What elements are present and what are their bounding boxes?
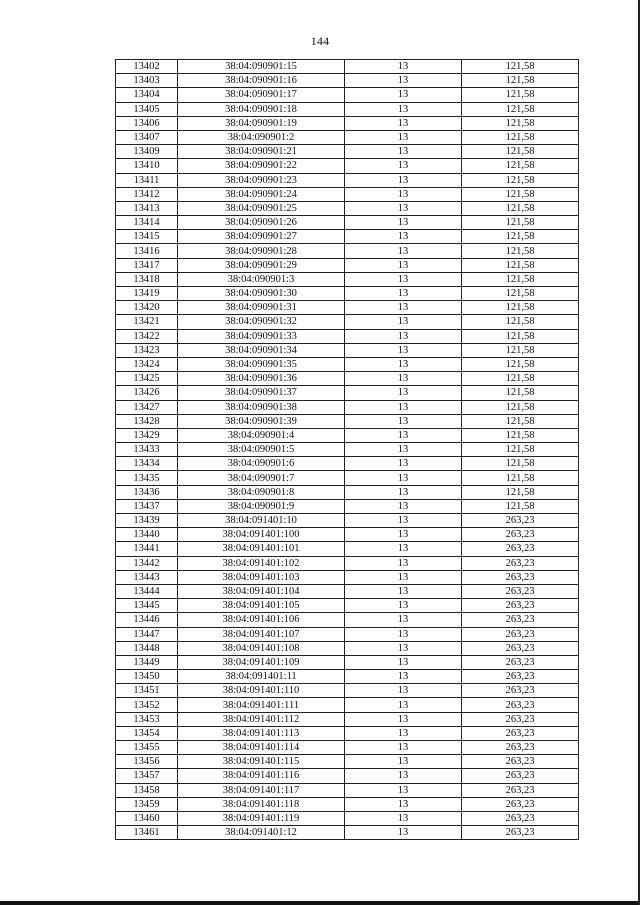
code-cell: 13 (345, 230, 462, 244)
cadastral-number-cell: 38:04:090901:9 (178, 499, 345, 513)
cadastral-number-cell: 38:04:091401:112 (178, 712, 345, 726)
cadastral-number-cell: 38:04:090901:7 (178, 471, 345, 485)
table-row (116, 769, 579, 783)
value-cell: 263,23 (462, 584, 579, 598)
code-cell: 13 (345, 244, 462, 258)
table-row (116, 811, 579, 825)
value-cell: 121,58 (462, 315, 579, 329)
cadastral-number-cell: 38:04:090901:39 (178, 414, 345, 428)
row-number-cell: 13433 (116, 443, 178, 457)
value-cell: 121,58 (462, 230, 579, 244)
cadastral-number-cell: 38:04:090901:27 (178, 230, 345, 244)
value-cell: 121,58 (462, 357, 579, 371)
code-cell: 13 (345, 357, 462, 371)
value-cell: 121,58 (462, 74, 579, 88)
table-row (116, 88, 579, 102)
table-row (116, 159, 579, 173)
cadastral-number-cell: 38:04:091401:10 (178, 514, 345, 528)
cadastral-number-cell: 38:04:090901:4 (178, 428, 345, 442)
code-cell: 13 (345, 741, 462, 755)
row-number-cell: 13425 (116, 372, 178, 386)
code-cell: 13 (345, 499, 462, 513)
cadastral-number-cell: 38:04:091401:108 (178, 641, 345, 655)
table-row (116, 315, 579, 329)
cadastral-number-cell: 38:04:091401:111 (178, 698, 345, 712)
table-row (116, 173, 579, 187)
row-number-cell: 13441 (116, 542, 178, 556)
value-cell: 121,58 (462, 216, 579, 230)
scan-bottom-edge (0, 901, 640, 905)
row-number-cell: 13453 (116, 712, 178, 726)
cadastral-number-cell: 38:04:091401:116 (178, 769, 345, 783)
table-row (116, 102, 579, 116)
value-cell: 121,58 (462, 60, 579, 74)
row-number-cell: 13426 (116, 386, 178, 400)
table-body (116, 60, 579, 840)
row-number-cell: 13439 (116, 514, 178, 528)
table-row (116, 372, 579, 386)
value-cell: 263,23 (462, 670, 579, 684)
code-cell: 13 (345, 372, 462, 386)
table-row (116, 584, 579, 598)
code-cell: 13 (345, 613, 462, 627)
cadastral-number-cell: 38:04:090901:28 (178, 244, 345, 258)
table-row (116, 116, 579, 130)
table-row (116, 542, 579, 556)
code-cell: 13 (345, 329, 462, 343)
table-row (116, 130, 579, 144)
code-cell: 13 (345, 272, 462, 286)
table-row (116, 357, 579, 371)
value-cell: 121,58 (462, 499, 579, 513)
row-number-cell: 13414 (116, 216, 178, 230)
cadastral-number-cell: 38:04:090901:26 (178, 216, 345, 230)
cadastral-number-cell: 38:04:090901:18 (178, 102, 345, 116)
row-number-cell: 13452 (116, 698, 178, 712)
cadastral-number-cell: 38:04:090901:3 (178, 272, 345, 286)
code-cell: 13 (345, 386, 462, 400)
code-cell: 13 (345, 201, 462, 215)
value-cell: 263,23 (462, 655, 579, 669)
code-cell: 13 (345, 584, 462, 598)
table-row (116, 641, 579, 655)
code-cell: 13 (345, 726, 462, 740)
cadastral-number-cell: 38:04:091401:114 (178, 741, 345, 755)
code-cell: 13 (345, 443, 462, 457)
cadastral-number-cell: 38:04:090901:17 (178, 88, 345, 102)
code-cell: 13 (345, 769, 462, 783)
row-number-cell: 13450 (116, 670, 178, 684)
code-cell: 13 (345, 570, 462, 584)
code-cell: 13 (345, 542, 462, 556)
row-number-cell: 13444 (116, 584, 178, 598)
code-cell: 13 (345, 471, 462, 485)
value-cell: 263,23 (462, 811, 579, 825)
value-cell: 121,58 (462, 485, 579, 499)
cadastral-number-cell: 38:04:091401:119 (178, 811, 345, 825)
code-cell: 13 (345, 74, 462, 88)
table-row (116, 499, 579, 513)
value-cell: 263,23 (462, 698, 579, 712)
row-number-cell: 13455 (116, 741, 178, 755)
value-cell: 263,23 (462, 769, 579, 783)
code-cell: 13 (345, 414, 462, 428)
table-row (116, 230, 579, 244)
cadastral-number-cell: 38:04:090901:35 (178, 357, 345, 371)
table-row (116, 471, 579, 485)
cadastral-number-cell: 38:04:090901:31 (178, 301, 345, 315)
cadastral-number-cell: 38:04:091401:106 (178, 613, 345, 627)
row-number-cell: 13416 (116, 244, 178, 258)
table-row (116, 613, 579, 627)
value-cell: 263,23 (462, 627, 579, 641)
row-number-cell: 13421 (116, 315, 178, 329)
cadastral-number-cell: 38:04:091401:105 (178, 599, 345, 613)
value-cell: 121,58 (462, 272, 579, 286)
table-row (116, 684, 579, 698)
cadastral-number-cell: 38:04:091401:107 (178, 627, 345, 641)
value-cell: 263,23 (462, 826, 579, 840)
cadastral-number-cell: 38:04:090901:38 (178, 400, 345, 414)
code-cell: 13 (345, 116, 462, 130)
row-number-cell: 13406 (116, 116, 178, 130)
value-cell: 121,58 (462, 471, 579, 485)
row-number-cell: 13404 (116, 88, 178, 102)
row-number-cell: 13454 (116, 726, 178, 740)
value-cell: 263,23 (462, 684, 579, 698)
cadastral-number-cell: 38:04:091401:109 (178, 655, 345, 669)
table-row (116, 712, 579, 726)
cadastral-number-cell: 38:04:090901:15 (178, 60, 345, 74)
value-cell: 263,23 (462, 726, 579, 740)
table-row (116, 74, 579, 88)
row-number-cell: 13424 (116, 357, 178, 371)
value-cell: 263,23 (462, 641, 579, 655)
cadastral-number-cell: 38:04:090901:19 (178, 116, 345, 130)
row-number-cell: 13412 (116, 187, 178, 201)
table-row (116, 287, 579, 301)
cadastral-number-cell: 38:04:091401:103 (178, 570, 345, 584)
code-cell: 13 (345, 287, 462, 301)
row-number-cell: 13420 (116, 301, 178, 315)
cadastral-number-cell: 38:04:091401:115 (178, 755, 345, 769)
value-cell: 263,23 (462, 741, 579, 755)
value-cell: 121,58 (462, 287, 579, 301)
row-number-cell: 13423 (116, 343, 178, 357)
cadastral-number-cell: 38:04:090901:24 (178, 187, 345, 201)
code-cell: 13 (345, 60, 462, 74)
row-number-cell: 13405 (116, 102, 178, 116)
table-row (116, 329, 579, 343)
cadastral-number-cell: 38:04:090901:6 (178, 457, 345, 471)
row-number-cell: 13445 (116, 599, 178, 613)
table-row (116, 258, 579, 272)
row-number-cell: 13436 (116, 485, 178, 499)
value-cell: 121,58 (462, 88, 579, 102)
table-row (116, 457, 579, 471)
value-cell: 121,58 (462, 343, 579, 357)
code-cell: 13 (345, 655, 462, 669)
code-cell: 13 (345, 797, 462, 811)
value-cell: 263,23 (462, 514, 579, 528)
table-row (116, 414, 579, 428)
code-cell: 13 (345, 315, 462, 329)
cadastral-number-cell: 38:04:090901:21 (178, 145, 345, 159)
code-cell: 13 (345, 301, 462, 315)
row-number-cell: 13443 (116, 570, 178, 584)
table-row (116, 485, 579, 499)
cadastral-number-cell: 38:04:091401:104 (178, 584, 345, 598)
table-row (116, 244, 579, 258)
row-number-cell: 13403 (116, 74, 178, 88)
row-number-cell: 13407 (116, 130, 178, 144)
table-row (116, 60, 579, 74)
cadastral-number-cell: 38:04:090901:34 (178, 343, 345, 357)
row-number-cell: 13437 (116, 499, 178, 513)
row-number-cell: 13461 (116, 826, 178, 840)
cadastral-table (115, 59, 579, 840)
cadastral-number-cell: 38:04:091401:11 (178, 670, 345, 684)
row-number-cell: 13417 (116, 258, 178, 272)
code-cell: 13 (345, 159, 462, 173)
code-cell: 13 (345, 627, 462, 641)
row-number-cell: 13428 (116, 414, 178, 428)
code-cell: 13 (345, 811, 462, 825)
cadastral-number-cell: 38:04:090901:2 (178, 130, 345, 144)
code-cell: 13 (345, 258, 462, 272)
cadastral-number-cell: 38:04:090901:37 (178, 386, 345, 400)
table-row (116, 826, 579, 840)
value-cell: 121,58 (462, 428, 579, 442)
value-cell: 121,58 (462, 386, 579, 400)
code-cell: 13 (345, 400, 462, 414)
value-cell: 121,58 (462, 201, 579, 215)
value-cell: 121,58 (462, 102, 579, 116)
value-cell: 263,23 (462, 613, 579, 627)
table-row (116, 627, 579, 641)
row-number-cell: 13409 (116, 145, 178, 159)
cadastral-number-cell: 38:04:090901:25 (178, 201, 345, 215)
value-cell: 263,23 (462, 755, 579, 769)
code-cell: 13 (345, 556, 462, 570)
code-cell: 13 (345, 102, 462, 116)
value-cell: 263,23 (462, 783, 579, 797)
cadastral-number-cell: 38:04:091401:118 (178, 797, 345, 811)
row-number-cell: 13413 (116, 201, 178, 215)
row-number-cell: 13460 (116, 811, 178, 825)
code-cell: 13 (345, 670, 462, 684)
table-row (116, 797, 579, 811)
code-cell: 13 (345, 755, 462, 769)
row-number-cell: 13429 (116, 428, 178, 442)
table-row (116, 400, 579, 414)
code-cell: 13 (345, 216, 462, 230)
row-number-cell: 13457 (116, 769, 178, 783)
row-number-cell: 13410 (116, 159, 178, 173)
table-row (116, 556, 579, 570)
value-cell: 121,58 (462, 414, 579, 428)
value-cell: 121,58 (462, 457, 579, 471)
table-row (116, 386, 579, 400)
cadastral-number-cell: 38:04:091401:110 (178, 684, 345, 698)
code-cell: 13 (345, 130, 462, 144)
row-number-cell: 13411 (116, 173, 178, 187)
value-cell: 121,58 (462, 443, 579, 457)
row-number-cell: 13402 (116, 60, 178, 74)
row-number-cell: 13448 (116, 641, 178, 655)
value-cell: 121,58 (462, 116, 579, 130)
value-cell: 121,58 (462, 130, 579, 144)
value-cell: 121,58 (462, 301, 579, 315)
cadastral-number-cell: 38:04:090901:22 (178, 159, 345, 173)
table-row (116, 698, 579, 712)
row-number-cell: 13435 (116, 471, 178, 485)
code-cell: 13 (345, 343, 462, 357)
row-number-cell: 13419 (116, 287, 178, 301)
cadastral-number-cell: 38:04:090901:8 (178, 485, 345, 499)
value-cell: 263,23 (462, 797, 579, 811)
code-cell: 13 (345, 599, 462, 613)
row-number-cell: 13434 (116, 457, 178, 471)
row-number-cell: 13442 (116, 556, 178, 570)
value-cell: 121,58 (462, 244, 579, 258)
code-cell: 13 (345, 698, 462, 712)
cadastral-number-cell: 38:04:091401:102 (178, 556, 345, 570)
value-cell: 263,23 (462, 599, 579, 613)
cadastral-number-cell: 38:04:090901:32 (178, 315, 345, 329)
row-number-cell: 13459 (116, 797, 178, 811)
cadastral-number-cell: 38:04:091401:100 (178, 528, 345, 542)
table-row (116, 187, 579, 201)
code-cell: 13 (345, 88, 462, 102)
cadastral-number-cell: 38:04:090901:5 (178, 443, 345, 457)
cadastral-number-cell: 38:04:090901:30 (178, 287, 345, 301)
table-row (116, 570, 579, 584)
page-number: 144 (310, 34, 330, 48)
value-cell: 121,58 (462, 400, 579, 414)
cadastral-number-cell: 38:04:091401:101 (178, 542, 345, 556)
row-number-cell: 13447 (116, 627, 178, 641)
row-number-cell: 13418 (116, 272, 178, 286)
table-row (116, 301, 579, 315)
table-row (116, 216, 579, 230)
code-cell: 13 (345, 485, 462, 499)
value-cell: 263,23 (462, 542, 579, 556)
value-cell: 121,58 (462, 173, 579, 187)
row-number-cell: 13422 (116, 329, 178, 343)
table-row (116, 670, 579, 684)
code-cell: 13 (345, 428, 462, 442)
table-row (116, 783, 579, 797)
code-cell: 13 (345, 514, 462, 528)
table-row (116, 755, 579, 769)
row-number-cell: 13449 (116, 655, 178, 669)
cadastral-number-cell: 38:04:090901:23 (178, 173, 345, 187)
table-row (116, 201, 579, 215)
value-cell: 121,58 (462, 145, 579, 159)
cadastral-number-cell: 38:04:090901:16 (178, 74, 345, 88)
value-cell: 121,58 (462, 159, 579, 173)
cadastral-number-cell: 38:04:091401:12 (178, 826, 345, 840)
value-cell: 121,58 (462, 372, 579, 386)
cadastral-number-cell: 38:04:091401:117 (178, 783, 345, 797)
table-row (116, 343, 579, 357)
row-number-cell: 13456 (116, 755, 178, 769)
row-number-cell: 13415 (116, 230, 178, 244)
cadastral-number-cell: 38:04:090901:29 (178, 258, 345, 272)
code-cell: 13 (345, 826, 462, 840)
code-cell: 13 (345, 684, 462, 698)
value-cell: 263,23 (462, 570, 579, 584)
row-number-cell: 13446 (116, 613, 178, 627)
table-row (116, 655, 579, 669)
table-row (116, 145, 579, 159)
cadastral-number-cell: 38:04:090901:36 (178, 372, 345, 386)
code-cell: 13 (345, 173, 462, 187)
row-number-cell: 13440 (116, 528, 178, 542)
value-cell: 263,23 (462, 556, 579, 570)
cadastral-number-cell: 38:04:090901:33 (178, 329, 345, 343)
table-row (116, 599, 579, 613)
code-cell: 13 (345, 712, 462, 726)
code-cell: 13 (345, 187, 462, 201)
table-row (116, 514, 579, 528)
row-number-cell: 13427 (116, 400, 178, 414)
code-cell: 13 (345, 145, 462, 159)
table-row (116, 428, 579, 442)
code-cell: 13 (345, 457, 462, 471)
table-row (116, 443, 579, 457)
value-cell: 263,23 (462, 528, 579, 542)
code-cell: 13 (345, 641, 462, 655)
row-number-cell: 13451 (116, 684, 178, 698)
code-cell: 13 (345, 783, 462, 797)
code-cell: 13 (345, 528, 462, 542)
table-row (116, 741, 579, 755)
table-row (116, 272, 579, 286)
value-cell: 121,58 (462, 187, 579, 201)
value-cell: 263,23 (462, 712, 579, 726)
table-row (116, 726, 579, 740)
value-cell: 121,58 (462, 258, 579, 272)
cadastral-number-cell: 38:04:091401:113 (178, 726, 345, 740)
row-number-cell: 13458 (116, 783, 178, 797)
value-cell: 121,58 (462, 329, 579, 343)
table-row (116, 528, 579, 542)
